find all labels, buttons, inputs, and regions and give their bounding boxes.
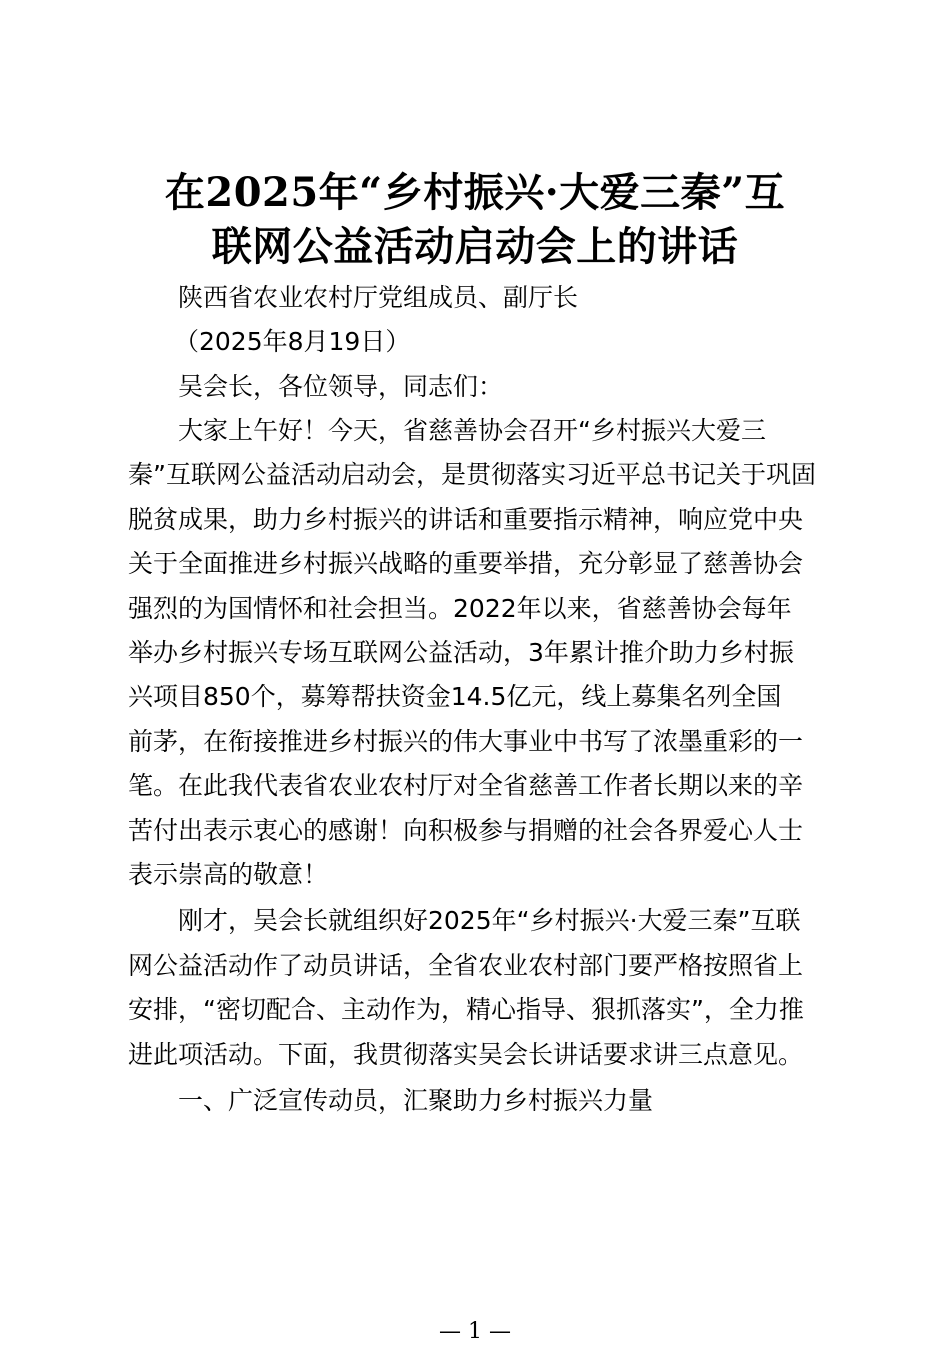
salutation: 吴会长，各位领导，同志们： <box>178 372 504 401</box>
paragraph-line: 笔。在此我代表省农业农村厅对全省慈善工作者长期以来的辛 <box>128 771 804 800</box>
paragraph-line: 举办乡村振兴专场互联网公益活动，3年累计推介助力乡村振 <box>128 638 794 667</box>
paragraph-line: 关于全面推进乡村振兴战略的重要举措，充分彰显了慈善协会 <box>128 549 804 578</box>
paragraph-line: 安排，“密切配合、主动作为，精心指导、狠抓落实”，全力推 <box>128 995 804 1024</box>
paragraph-line: 进此项活动。下面，我贯彻落实吴会长讲话要求讲三点意见。 <box>128 1040 804 1069</box>
date-line: （2025年8月19日） <box>174 327 411 356</box>
paragraph-line: 秦”互联网公益活动启动会，是贯彻落实习近平总书记关于巩固 <box>128 460 816 489</box>
paragraph-line: 前茅，在衔接推进乡村振兴的伟大事业中书写了浓墨重彩的一 <box>128 727 804 756</box>
title-line-2: 联网公益活动启动会上的讲话 <box>211 223 739 270</box>
paragraph-line: 大家上午好！今天，省慈善协会召开“乡村振兴大爱三 <box>178 416 766 445</box>
title-line-1: 在2025年“乡村振兴·大爱三秦”互 <box>164 169 786 216</box>
paragraph-line: 苦付出表示衷心的感谢！向积极参与捐赠的社会各界爱心人士 <box>128 816 804 845</box>
paragraph-line: 兴项目850个，募筹帮扶资金14.5亿元，线上募集名列全国 <box>128 682 782 711</box>
paragraph-line: 脱贫成果，助力乡村振兴的讲话和重要指示精神，响应党中央 <box>128 505 804 534</box>
paragraph-line: 刚才，吴会长就组织好2025年“乡村振兴·大爱三秦”互联 <box>178 906 801 935</box>
author-line: 陕西省农业农村厅党组成员、副厅长 <box>178 283 579 312</box>
document-title <box>100 166 850 274</box>
page-number: — 1 — <box>439 1319 511 1344</box>
paragraph-line: 表示崇高的敬意！ <box>128 860 329 889</box>
paragraph-line: 强烈的为国情怀和社会担当。2022年以来，省慈善协会每年 <box>128 594 792 623</box>
section-heading-1: 一、广泛宣传动员，汇聚助力乡村振兴力量 <box>178 1086 654 1115</box>
paragraph-line: 网公益活动作了动员讲话，全省农业农村部门要严格按照省上 <box>128 951 804 980</box>
